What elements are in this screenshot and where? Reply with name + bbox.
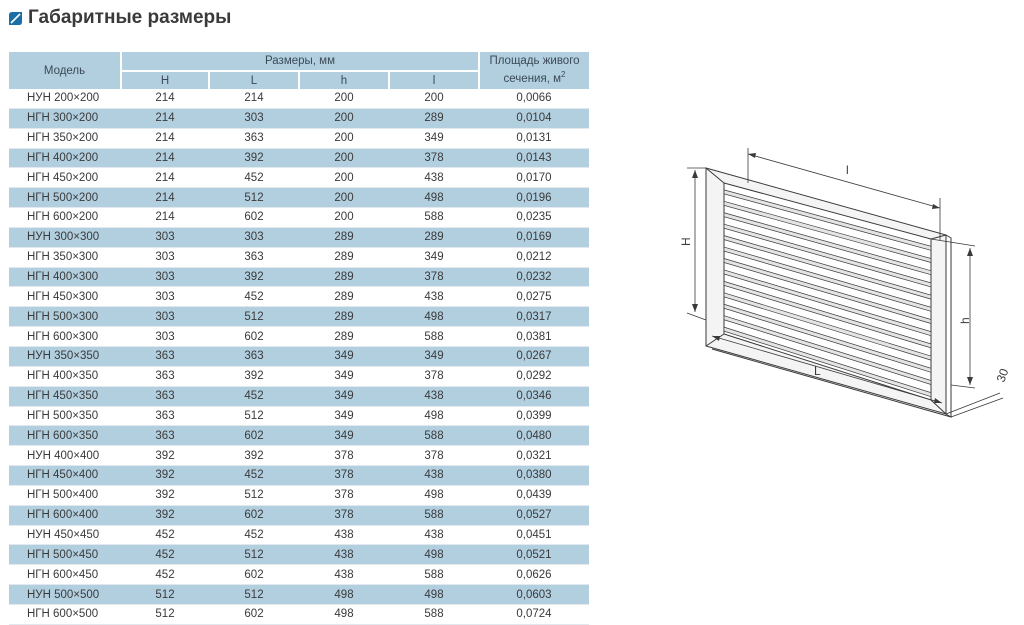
dim-label-l: l	[846, 163, 849, 177]
area-cell: 0,0131	[516, 132, 552, 145]
H-cell: 363	[155, 370, 175, 383]
H-cell: 512	[155, 608, 175, 621]
table-row	[9, 525, 589, 545]
table-row	[9, 287, 589, 307]
model-cell: НГН 400×350	[27, 370, 99, 383]
h-cell: 378	[299, 505, 389, 525]
l-cell: 588	[424, 330, 444, 343]
h-cell: 349	[299, 426, 389, 446]
l-cell: 498	[389, 585, 479, 605]
table-row	[9, 307, 589, 327]
h-cell: 349	[334, 370, 354, 383]
model-cell: НГН 600×350	[9, 426, 121, 446]
page-title: Габаритные размеры	[28, 7, 232, 28]
area-cell: 0,0143	[479, 148, 589, 168]
h-cell: 289	[299, 307, 389, 327]
dim-label-H: H	[679, 237, 693, 246]
H-cell: 392	[155, 489, 175, 502]
L-cell: 452	[209, 466, 299, 486]
area-cell: 0,0169	[479, 227, 589, 247]
column-header-L: L	[209, 71, 299, 89]
model-cell: НГН 400×300	[9, 267, 121, 287]
area-cell: 0,0439	[516, 489, 552, 502]
area-header-unit-sup: 2	[561, 70, 566, 80]
L-cell: 392	[209, 267, 299, 287]
l-cell: 438	[389, 386, 479, 406]
L-cell: 452	[209, 386, 299, 406]
model-cell: НГН 450×400	[9, 466, 121, 486]
h-cell: 200	[334, 92, 354, 105]
h-cell: 200	[334, 211, 354, 224]
l-cell: 438	[424, 171, 444, 184]
H-cell: 392	[121, 505, 209, 525]
L-cell: 512	[209, 585, 299, 605]
L-cell: 512	[244, 489, 264, 502]
model-cell: НГН 600×500	[27, 608, 99, 621]
l-cell: 289	[389, 108, 479, 128]
H-cell: 214	[121, 188, 209, 208]
H-cell: 452	[155, 528, 175, 541]
L-cell: 392	[244, 449, 264, 462]
l-cell: 588	[424, 568, 444, 581]
table-row	[9, 267, 589, 287]
l-cell: 200	[424, 92, 444, 105]
dimensions-group-header: Размеры, мм	[121, 52, 479, 71]
area-cell: 0,0317	[479, 307, 589, 327]
model-cell: НГН 500×200	[9, 188, 121, 208]
dimensions-table	[9, 52, 589, 625]
L-cell: 602	[209, 505, 299, 525]
table-row	[9, 466, 589, 486]
area-cell: 0,0380	[479, 466, 589, 486]
model-cell: НГН 600×200	[27, 211, 99, 224]
table-row	[9, 168, 589, 188]
L-cell: 452	[244, 528, 264, 541]
area-cell: 0,0381	[516, 330, 552, 343]
area-header-line1: Площадь живого	[489, 55, 580, 68]
L-cell: 392	[209, 148, 299, 168]
table-row	[9, 505, 589, 525]
model-cell: НГН 450×200	[27, 171, 99, 184]
h-cell: 200	[334, 132, 354, 145]
area-cell: 0,0275	[516, 290, 552, 303]
h-cell: 200	[299, 108, 389, 128]
L-cell: 602	[209, 426, 299, 446]
H-cell: 512	[121, 585, 209, 605]
table-row	[9, 208, 589, 228]
area-cell: 0,0399	[516, 409, 552, 422]
h-cell: 378	[299, 466, 389, 486]
area-cell: 0,0292	[516, 370, 552, 383]
H-cell: 363	[121, 426, 209, 446]
l-cell: 349	[424, 251, 444, 264]
dim-label-h: h	[958, 317, 972, 324]
h-cell: 200	[334, 171, 354, 184]
l-cell: 438	[424, 290, 444, 303]
area-cell: 0,0724	[516, 608, 552, 621]
L-cell: 363	[209, 346, 299, 366]
l-cell: 588	[389, 426, 479, 446]
l-cell: 378	[389, 267, 479, 287]
H-cell: 303	[155, 330, 175, 343]
L-cell: 363	[244, 251, 264, 264]
l-cell: 498	[389, 545, 479, 565]
model-cell: НГН 400×200	[9, 148, 121, 168]
area-header-line2: сечения, м	[503, 72, 561, 85]
area-cell: 0,0451	[516, 528, 552, 541]
page-header	[9, 6, 231, 30]
h-cell: 438	[334, 528, 354, 541]
L-cell: 512	[244, 409, 264, 422]
model-cell: НГН 500×400	[27, 489, 99, 502]
column-header-H: H	[121, 71, 209, 89]
H-cell: 363	[121, 386, 209, 406]
h-cell: 378	[334, 449, 354, 462]
table-row	[9, 585, 589, 605]
area-cell: 0,0104	[479, 108, 589, 128]
table-row	[9, 604, 589, 624]
l-cell: 588	[424, 211, 444, 224]
H-cell: 214	[155, 92, 175, 105]
L-cell: 602	[244, 330, 264, 343]
H-cell: 214	[121, 108, 209, 128]
L-cell: 602	[244, 568, 264, 581]
L-cell: 602	[244, 608, 264, 621]
h-cell: 289	[334, 330, 354, 343]
H-cell: 303	[121, 307, 209, 327]
H-cell: 392	[121, 466, 209, 486]
h-cell: 498	[334, 608, 354, 621]
area-cell: 0,0170	[516, 171, 552, 184]
area-cell: 0,0527	[479, 505, 589, 525]
h-cell: 378	[334, 489, 354, 502]
h-cell: 289	[334, 251, 354, 264]
H-cell: 214	[155, 211, 175, 224]
table-row	[9, 108, 589, 128]
table-row	[9, 386, 589, 406]
model-cell: НГН 350×200	[27, 132, 99, 145]
h-cell: 349	[334, 409, 354, 422]
L-cell: 363	[244, 132, 264, 145]
table-row	[9, 247, 589, 267]
h-cell: 438	[334, 568, 354, 581]
l-cell: 498	[424, 489, 444, 502]
model-cell: НУН 500×500	[9, 585, 121, 605]
dim-label-L: L	[814, 364, 821, 378]
model-cell: НГН 600×400	[9, 505, 121, 525]
model-cell: НГН 600×450	[27, 568, 99, 581]
l-cell: 498	[389, 188, 479, 208]
column-header-l: l	[389, 71, 479, 89]
L-cell: 512	[209, 545, 299, 565]
table-row	[9, 545, 589, 565]
l-cell: 349	[424, 132, 444, 145]
H-cell: 452	[121, 545, 209, 565]
l-cell: 349	[389, 346, 479, 366]
model-cell: НГН 500×350	[27, 409, 99, 422]
area-cell: 0,0196	[479, 188, 589, 208]
H-cell: 452	[155, 568, 175, 581]
area-column-header	[479, 52, 589, 89]
model-cell: НГН 300×200	[9, 108, 121, 128]
l-cell: 498	[389, 307, 479, 327]
model-cell: НУН 450×450	[27, 528, 100, 541]
model-cell: НГН 500×450	[9, 545, 121, 565]
area-cell: 0,0212	[516, 251, 552, 264]
area-cell: 0,0480	[479, 426, 589, 446]
area-cell: 0,0267	[479, 346, 589, 366]
h-cell: 200	[299, 148, 389, 168]
table-body	[9, 89, 589, 624]
l-cell: 588	[389, 505, 479, 525]
table-row	[9, 565, 589, 585]
grille-drawing	[660, 140, 1024, 440]
model-cell: НУН 350×350	[9, 346, 121, 366]
area-cell: 0,0232	[479, 267, 589, 287]
model-cell: НГН 450×350	[9, 386, 121, 406]
l-cell: 588	[424, 608, 444, 621]
H-cell: 363	[155, 409, 175, 422]
H-cell: 303	[155, 290, 175, 303]
table-row	[9, 89, 589, 108]
model-cell: НГН 350×300	[27, 251, 99, 264]
H-cell: 392	[155, 449, 175, 462]
table-row	[9, 485, 589, 505]
dim-label-depth: 30	[993, 366, 1012, 385]
H-cell: 303	[155, 251, 175, 264]
title-bullet-icon	[9, 12, 22, 25]
area-cell: 0,0521	[479, 545, 589, 565]
table-row	[9, 227, 589, 247]
l-cell: 438	[389, 466, 479, 486]
model-cell: НГН 450×300	[27, 290, 99, 303]
H-cell: 363	[121, 346, 209, 366]
h-cell: 498	[299, 585, 389, 605]
l-cell: 498	[424, 409, 444, 422]
h-cell: 200	[299, 188, 389, 208]
table-row	[9, 346, 589, 366]
H-cell: 214	[155, 171, 175, 184]
area-cell: 0,0626	[516, 568, 552, 581]
table-row	[9, 188, 589, 208]
area-cell: 0,0235	[516, 211, 552, 224]
h-cell: 438	[299, 545, 389, 565]
table-row	[9, 128, 589, 148]
h-cell: 289	[299, 267, 389, 287]
h-cell: 349	[299, 386, 389, 406]
table-row	[9, 366, 589, 386]
L-cell: 602	[244, 211, 264, 224]
model-cell: НУН 200×200	[27, 92, 100, 105]
area-cell: 0,0603	[479, 585, 589, 605]
model-cell: НУН 300×300	[9, 227, 121, 247]
l-cell: 438	[424, 528, 444, 541]
H-cell: 303	[121, 227, 209, 247]
model-column-header: Модель	[9, 52, 121, 89]
model-cell: НГН 600×300	[27, 330, 99, 343]
L-cell: 452	[244, 290, 264, 303]
H-cell: 214	[155, 132, 175, 145]
l-cell: 378	[424, 449, 444, 462]
L-cell: 392	[244, 370, 264, 383]
column-header-h: h	[299, 71, 389, 89]
h-cell: 289	[334, 290, 354, 303]
L-cell: 303	[209, 108, 299, 128]
l-cell: 378	[424, 370, 444, 383]
L-cell: 452	[244, 171, 264, 184]
model-cell: НГН 500×300	[9, 307, 121, 327]
table-row	[9, 426, 589, 446]
H-cell: 303	[121, 267, 209, 287]
L-cell: 303	[209, 227, 299, 247]
L-cell: 214	[244, 92, 264, 105]
table-row	[9, 148, 589, 168]
model-cell: НУН 400×400	[27, 449, 100, 462]
H-cell: 214	[121, 148, 209, 168]
l-cell: 289	[389, 227, 479, 247]
table-row	[9, 327, 589, 347]
l-cell: 378	[389, 148, 479, 168]
h-cell: 289	[299, 227, 389, 247]
area-cell: 0,0346	[479, 386, 589, 406]
area-cell: 0,0066	[516, 92, 552, 105]
table-row	[9, 406, 589, 426]
table-row	[9, 446, 589, 466]
area-cell: 0,0321	[516, 449, 552, 462]
L-cell: 512	[209, 188, 299, 208]
L-cell: 512	[209, 307, 299, 327]
h-cell: 349	[299, 346, 389, 366]
